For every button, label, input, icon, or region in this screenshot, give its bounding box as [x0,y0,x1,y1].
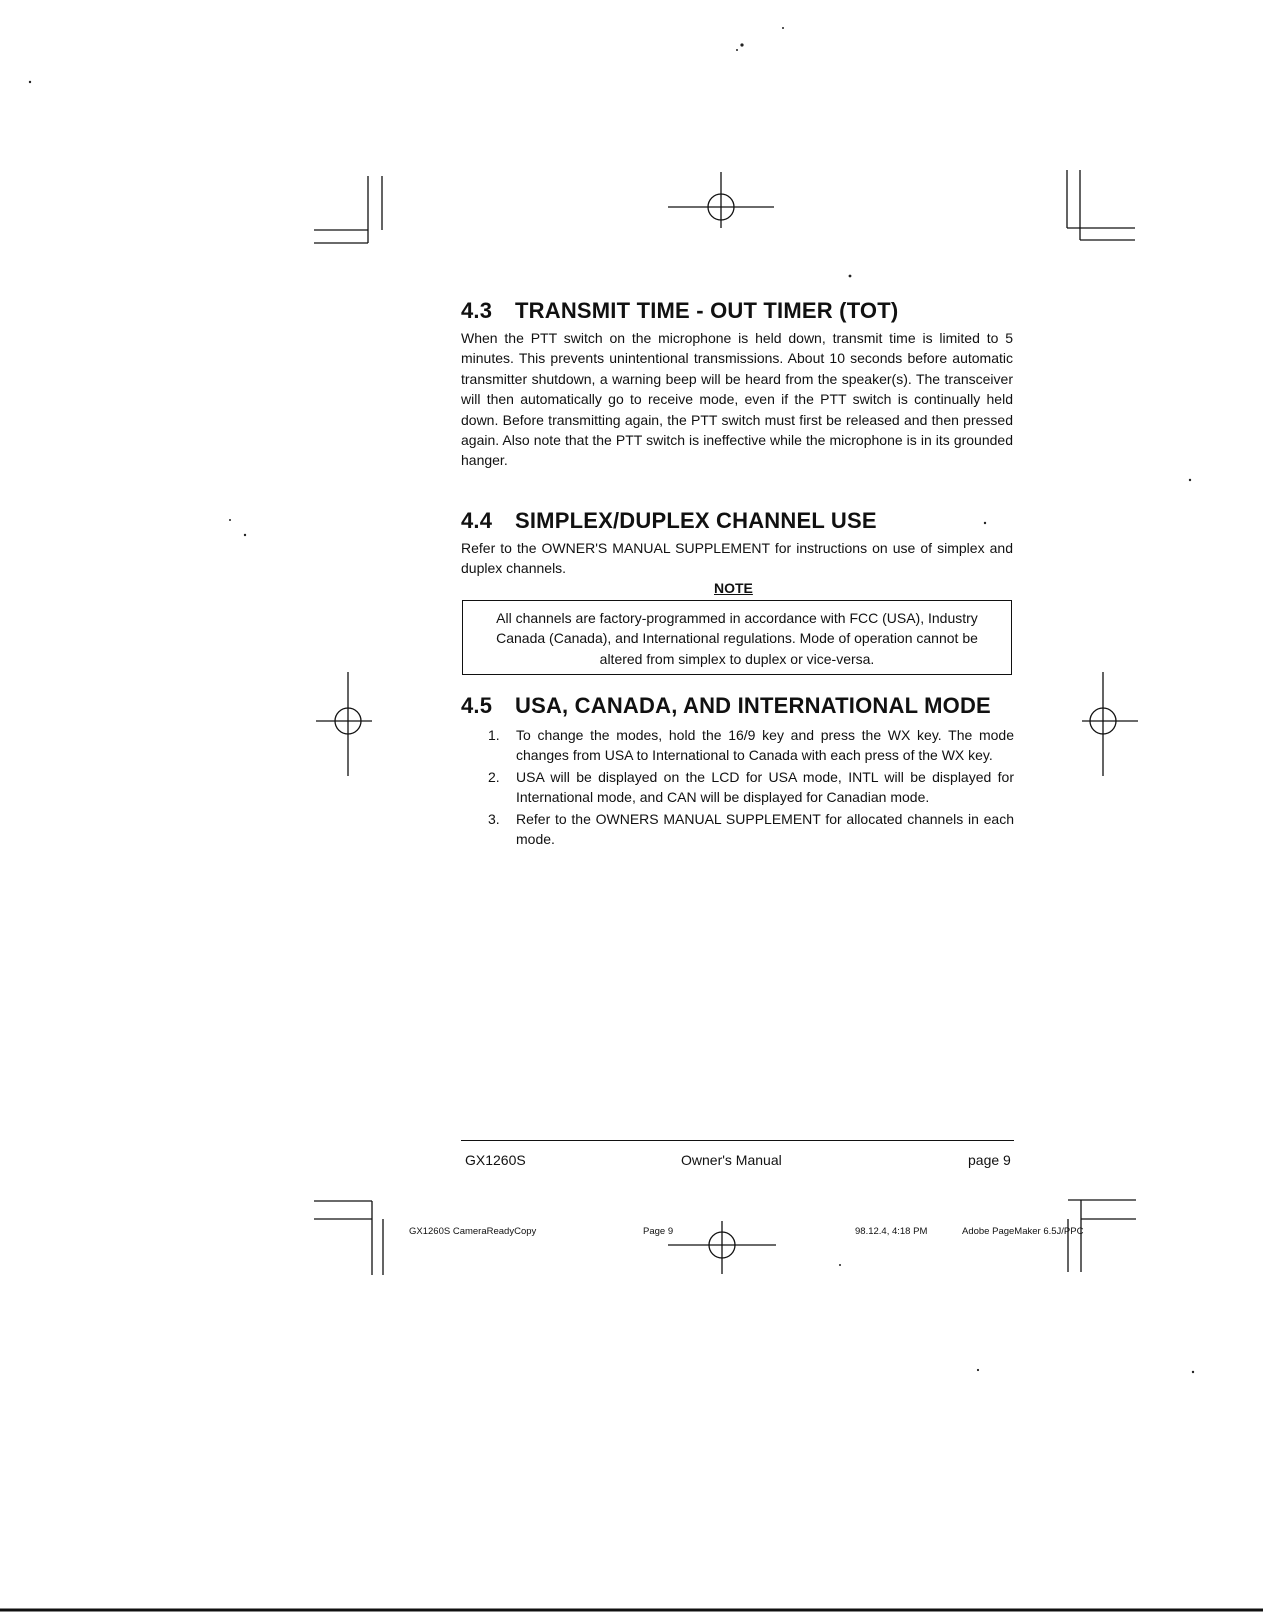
section-title: SIMPLEX/DUPLEX CHANNEL USE [515,508,877,533]
footer-manual-title: Owner's Manual [681,1152,782,1168]
section-number: 4.5 [461,693,493,718]
section-4-3-heading [461,298,898,324]
list-item-text: USA will be displayed on the LCD for USA mode, INTL will be displayed for International mode, and CAN will be displayed for Canadian mode. [516,768,1014,806]
mode-steps-list [488,725,1014,850]
list-item [488,809,1014,850]
list-item-text: To change the modes, hold the 16/9 key and press the WX key. The mode changes from USA to International to Canada with each press of the WX key. [516,727,1014,764]
section-number: 4.4 [461,508,493,533]
footer-model: GX1260S [465,1152,526,1168]
note-box [462,600,1012,675]
section-4-4-body: Refer to the OWNER'S MANUAL SUPPLEMENT for instructions on use of simplex and duplex channels. [461,540,1013,577]
section-4-5-heading [461,693,991,719]
list-item [488,767,1014,808]
slug-date: 98.12.4, 4:18 PM [855,1226,928,1237]
note-label: NOTE [714,580,753,596]
section-number: 4.3 [461,298,493,323]
list-item-text: Refer to the OWNERS MANUAL SUPPLEMENT for allocated channels in each mode. [516,810,1014,848]
slug-file-name: GX1260S CameraReadyCopy [409,1226,537,1237]
section-title: TRANSMIT TIME - OUT TIMER (TOT) [515,298,899,323]
list-item-number: 1. [488,727,500,743]
section-title: USA, CANADA, AND INTERNATIONAL MODE [515,693,991,718]
footer-rule [461,1140,1014,1141]
slug-page: Page 9 [643,1226,674,1237]
slug-application: Adobe PageMaker 6.5J/PPC [962,1226,1084,1237]
section-4-3-body: When the PTT switch on the microphone is held down, transmit time is limited to 5 minutes. This prevents unintentional transmissions. About 10 seconds before automatic transmitter shutdown, a warning beep will be heard from the speaker(s). The transceiver will then automatically go to receive mode, even if the PTT switch is continually held down. Before transmitting again, the PTT switch must first be released and then pressed again. Also note that the PTT switch is ineffective while the microphone is in its grounded hanger. [461,330,1013,469]
note-text: All channels are factory-programmed in accordance with FCC (USA), Industry Canada (Canada), and International regulations. Mode of operation cannot be altered from simplex to duplex or vice-versa. [496,610,978,667]
section-4-4-heading [461,508,877,534]
list-item [488,725,1014,766]
list-item-number: 3. [488,810,500,827]
footer-page-number: page 9 [968,1152,1011,1168]
list-item-number: 2. [488,768,500,785]
